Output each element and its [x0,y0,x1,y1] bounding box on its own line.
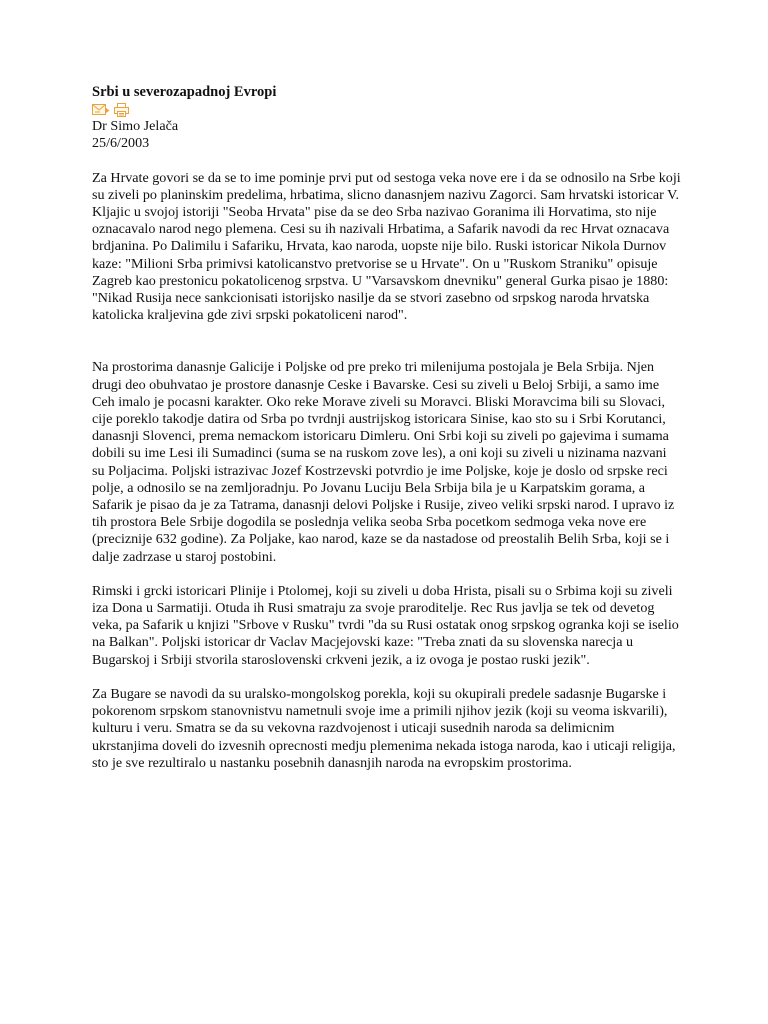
spacer [92,324,682,359]
paragraph-3: Rimski i grcki istoricari Plinije i Ptolomej, koji su ziveli u doba Hrista, pisali su o Srbima koji su ziveli iza Dona u Sarmatiji. Otuda ih Rusi smatraju za svoje praroditelje. Rec Rus javlja se tek od devetog veka, pa Safarik u knjizi "Srbove v Rusku" tvrdi "da su Rusi ostatak onog srpskog ogranka koji se iselio na Balkan". Poljski istoricar dr Vaclav Macjejovski kaze: "Treba znati da su slovenska narecja u Bugarskoj i Srbiji stvorila staroslovenski crkveni jezik, a iz ovoga je postao ruski jezik". [92,582,679,668]
print-icon[interactable] [113,103,131,117]
article-tools [92,102,682,118]
publish-date: 25/6/2003 [92,135,150,152]
author-name: Dr Simo Jelača [92,118,179,135]
paragraph-4: Za Bugare se navodi da su uralsko-mongolskog porekla, koji su okupirali predele sadasnje Bugarske i pokorenom srpskom stanovnistvu nametnuli svoje ime a primili njihov jezik (koji su veoma iskvarili), kulturu i veru. Smatra se da su vekovna razdvojenost i uticaji susednih naroda sa delimicnim ukrstanjima doveli do izvesnih oprecnosti medju plemenima nekada istoga naroda, kao i uticaji religija, sto je sve rezultiralo u nastanku posebnih danasnjih naroda na evropskim prostorima. [92,685,676,771]
spacer [92,153,682,170]
article [92,84,682,772]
paragraph-2: Na prostorima danasnje Galicije i Poljske od pre preko tri milenijuma postojala je Bela Srbija. Njen drugi deo obuhvatao je prostore danasnje Ceske i Bavarske. Cesi su ziveli u Beloj Srbiji, a samo ime Ceh imalo je pocasni karakter. Oko reke Morave ziveli su Moravci. Bliski Moravcima bili su Slovaci, cije poreklo takodje datira od Srba po tvrdnji austrijskog istoricara Sinise, kao sto su i Srbi Korutanci, danasnji Slovenci, prema nemackom istoricaru Dimleru. Oni Srbi koji su ziveli po gajevima i sumama dobili su ime Lesi ili Sumadinci (suma se na ruskom zove les), a oni koji su ziveli u nizinama nazvani su Poljacima. Poljski istrazivac Jozef Kostrzevski potvrdio je ime Poljske, koje je doslo od srpske reci polje, a odnosilo se na zemljoradnju. Po Jovanu Luciju Bela Srbija bila je u Karpatskim gorama, a Safarik je pisao da je za Tatrama, danasnji delovi Poljske i Rusije, ziveo veliki srpski narod. I upravo iz tih prostora Bele Srbije dogodila se poslednja velika seoba Srba pocetkom sedmoga veka nove ere (preciznije 632 godine). Za Poljake, kao narod, kaze se da nastadose od preostalih Belih Srba, koji se i dalje zadrzase u staroj postobini. [92,359,675,565]
spacer [92,669,682,686]
spacer [92,566,682,583]
paragraph-1: Za Hrvate govori se da se to ime pominje prvi put od sestoga veka nove ere i da se odnosilo na Srbe koji su ziveli po planinskim predelima, hrbatima, slicno danasnjem nazivu Zagorci. Sam hrvatski istoricar V. Kljajic u svojoj istoriji "Seoba Hrvata" pise da se deo Srba nazivao Goranima ili Horvatima, sto nije oznacavalo narod nego plemena. Cesi su ih nazivali Hrbatima, a Safarik navodi da rec Hrvat oznacava brdjanina. Po Dalimilu i Safariku, Hrvata, kao naroda, uopste nije bilo. Ruski istoricar Nikola Durnov kaze: "Milioni Srba primivsi katolicanstvo pretvorise se u Hrvate". On u "Ruskom Straniku" opisuje Zagreb kao prestonicu pokatolicenog srpstva. U "Varsavskom dnevniku" general Gurka pisao je 1880: "Nikad Rusija nece sankcionisati istorijsko nasilje da se stvori zasebno od srpskog naroda hrvatska katolicka kraljevina gde zivi srpski pokatoliceni narod". [92,169,681,324]
email-icon[interactable] [92,103,110,117]
article-title: Srbi u severozapadnoj Evropi [92,84,277,100]
